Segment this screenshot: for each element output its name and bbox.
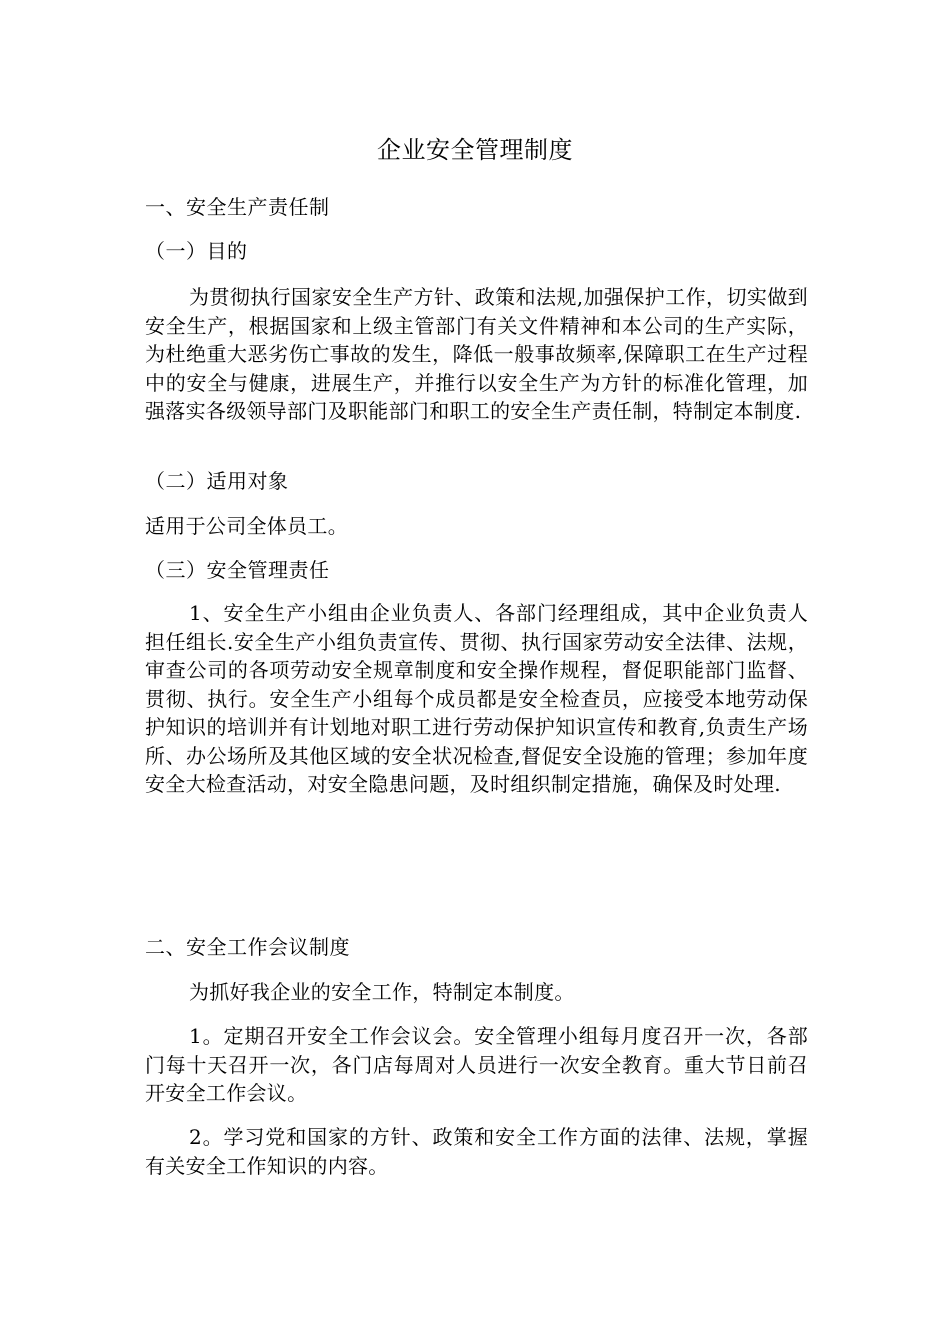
paragraph-purpose: 为贯彻执行国家安全生产方针、政策和法规,加强保护工作，切实做到安全生产，根据国家和上级主管部门有关文件精神和本公司的生产实际，为杜绝重大恶劣伤亡事故的发生，降低一般事故频率,保障职工在生产过程中的安全与健康，进展生产，并推行以安全生产为方针的标准化管理，加强落实各级领导部门及职能部门和职工的安全生产责任制，特制定本制度. xyxy=(145,285,808,423)
subsection-heading-responsibility: （三）安全管理责任 xyxy=(145,558,330,582)
paragraph-meeting-item-2: 2。学习党和国家的方针、政策和安全工作方面的法律、法规，掌握有关安全工作知识的内容。 xyxy=(145,1125,808,1178)
paragraph-responsibility: 1、安全生产小组由企业负责人、各部门经理组成，其中企业负责人担任组长.安全生产小组负责宣传、贯彻、执行国家劳动安全法律、法规，审查公司的各项劳动安全规章制度和安全操作规程，督促职能部门监督、贯彻、执行。安全生产小组每个成员都是安全检查员，应接受本地劳动保护知识的培训并有计划地对职工进行劳动保护知识宣传和教育,负责生产场所、办公场所及其他区域的安全状况检查,督促安全设施的管理；参加年度安全大检查活动，对安全隐患问题，及时组织制定措施，确保及时处理. xyxy=(145,601,808,796)
section-heading-2: 二、安全工作会议制度 xyxy=(145,935,350,959)
paragraph-meeting-item-1: 1。定期召开安全工作会议会。安全管理小组每月度召开一次，各部门每十天召开一次，各门店每周对人员进行一次安全教育。重大节日前召开安全工作会议。 xyxy=(145,1024,808,1105)
page-title: 企业安全管理制度 xyxy=(377,136,573,164)
paragraph-scope: 适用于公司全体员工。 xyxy=(145,514,348,538)
paragraph-meeting-intro: 为抓好我企业的安全工作，特制定本制度。 xyxy=(189,980,575,1004)
section-heading-1: 一、安全生产责任制 xyxy=(145,195,330,219)
subsection-heading-purpose: （一）目的 xyxy=(145,239,248,263)
subsection-heading-scope: （二）适用对象 xyxy=(145,469,289,493)
